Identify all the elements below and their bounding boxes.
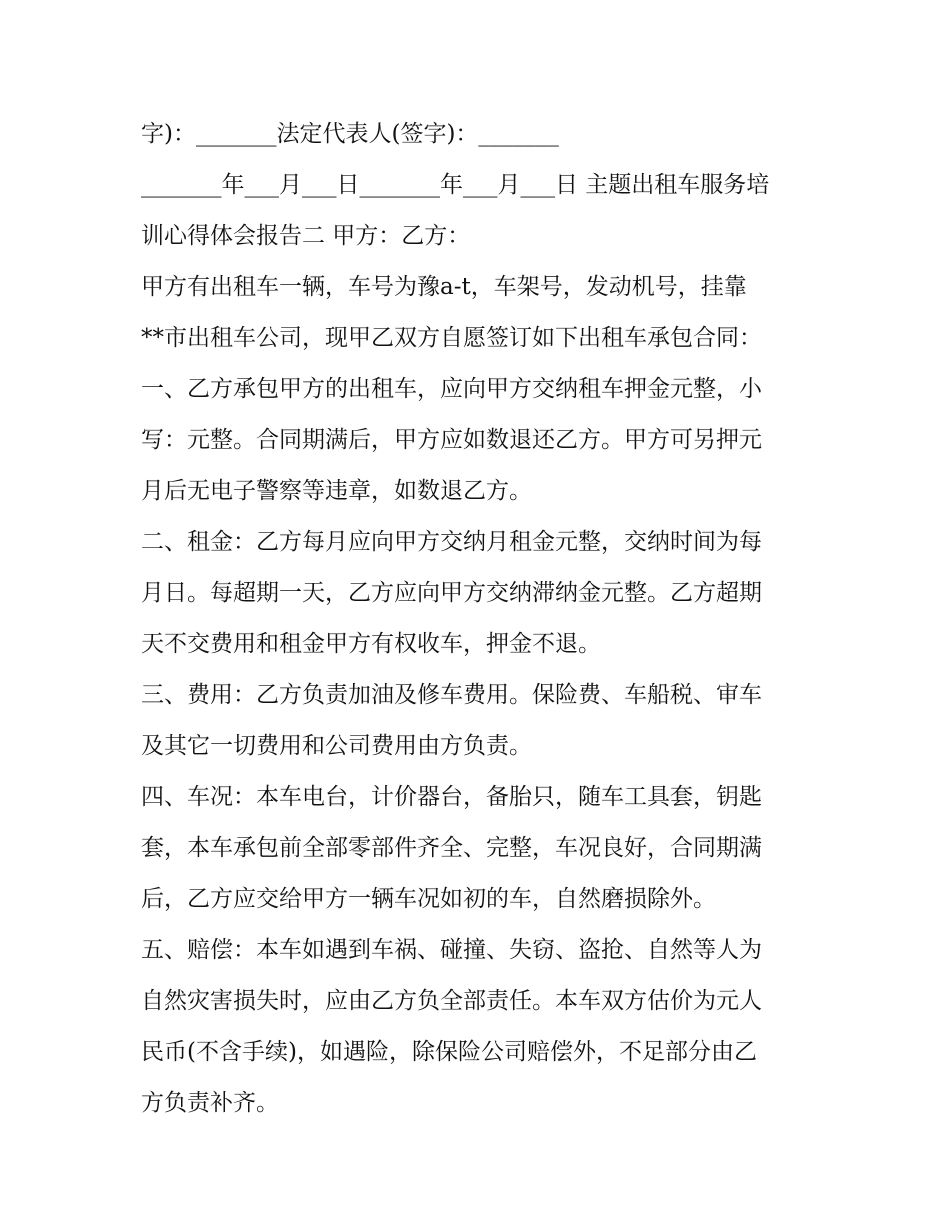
text-line: 后，乙方应交给甲方一辆车况如初的车，自然磨损除外。 <box>141 886 716 912</box>
text-line: 及其它一切费用和公司费用由方负责。 <box>141 733 532 759</box>
text-line: 三、费用：乙方负责加油及修车费用。保险费、车船税、审车 <box>141 682 762 708</box>
text-line: 写：元整。合同期满后，甲方应如数退还乙方。甲方可另押元 <box>141 427 762 453</box>
contract-text <box>141 109 821 1129</box>
text-line: 自然灾害损失时，应由乙方负全部责任。本车双方估价为元人 <box>141 988 762 1014</box>
text-line: _______年___月___日_______年___月___日 主题出租车服务培 <box>141 172 770 198</box>
text-line: 民币(不含手续)，如遇险，除保险公司赔偿外，不足部分由乙 <box>141 1039 757 1065</box>
text-line: 四、车况：本车电台，计价器台，备胎只，随车工具套，钥匙 <box>141 784 762 810</box>
text-line: 方负责补齐。 <box>141 1090 279 1116</box>
text-line: 二、租金：乙方每月应向甲方交纳月租金元整，交纳时间为每 <box>141 529 762 555</box>
text-line: 五、赔偿：本车如遇到车祸、碰撞、失窃、盗抢、自然等人为 <box>141 937 762 963</box>
text-line: 月日。每超期一天，乙方应向甲方交纳滞纳金元整。乙方超期 <box>141 580 762 606</box>
text-line: 甲方有出租车一辆，车号为豫a-t，车架号，发动机号，挂靠 <box>141 274 747 300</box>
text-line: **市出租车公司，现甲乙双方自愿签订如下出租车承包合同： <box>141 325 762 351</box>
text-line: 字)：_______法定代表人(签字)：_______ <box>141 121 559 147</box>
text-line: 训心得体会报告二 甲方：乙方： <box>141 223 471 249</box>
text-line: 一、乙方承包甲方的出租车，应向甲方交纳租车押金元整，小 <box>141 376 762 402</box>
text-line: 天不交费用和租金甲方有权收车，押金不退。 <box>141 631 601 657</box>
text-line: 月后无电子警察等违章，如数退乙方。 <box>141 478 532 504</box>
text-line: 套，本车承包前全部零部件齐全、完整，车况良好，合同期满 <box>141 835 762 861</box>
